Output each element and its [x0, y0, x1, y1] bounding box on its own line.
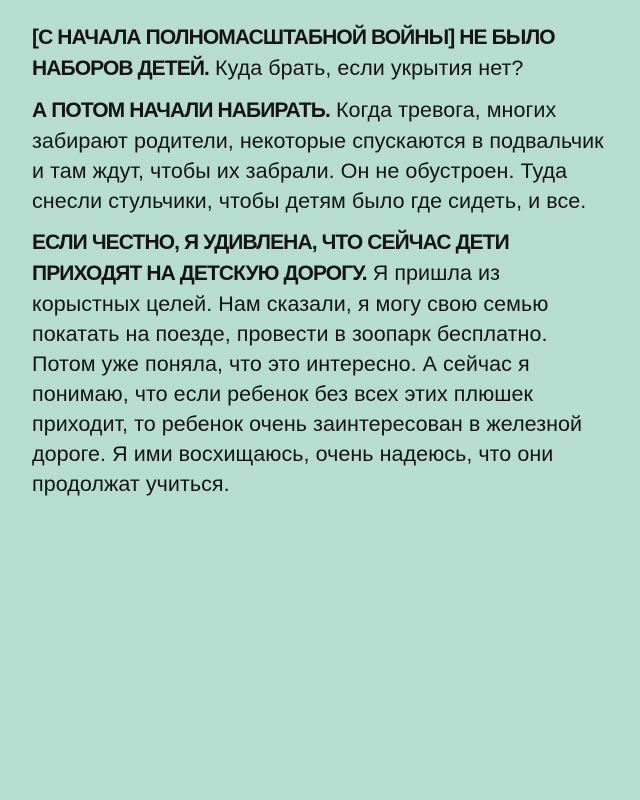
paragraph-2-text: Когда тревога, многих забирают родители, некоторые спускаются в подвальчик и там ждут, чтобы их забрали. Он не обустроен. Туда снесли стульчики, чтобы детям было где сидеть, и все. [32, 98, 604, 213]
paragraph-3 [32, 227, 608, 499]
paragraph-1-lead: [С НАЧАЛА ПОЛНОМАСШТАБНОЙ ВОЙНЫ] НЕ БЫЛО НАБОРОВ ДЕТЕЙ. [32, 26, 555, 80]
paragraph-3-text: Я пришла из корыстных целей. Нам сказали, я могу свою семью покатать на поезде, провести в зоопарк бесплатно. Потом уже поняла, что это интересно. А сейчас я понимаю, что если ребенок без всех этих плюшек приходит, то ребенок очень заинтересован в железной дороге. Я ими восхищаюсь, очень надеюсь, что они продолжат учиться. [32, 261, 583, 496]
paragraph-3-lead: ЕСЛИ ЧЕСТНО, Я УДИВЛЕНА, ЧТО СЕЙЧАС ДЕТИ ПРИХОДЯТ НА ДЕТСКУЮ ДОРОГУ. [32, 231, 509, 285]
paragraph-2 [32, 95, 608, 216]
paragraph-2-lead: А ПОТОМ НАЧАЛИ НАБИРАТЬ. [32, 99, 330, 122]
paragraph-1-text: Куда брать, если укрытия нет? [215, 56, 524, 80]
paragraph-1 [32, 22, 608, 84]
